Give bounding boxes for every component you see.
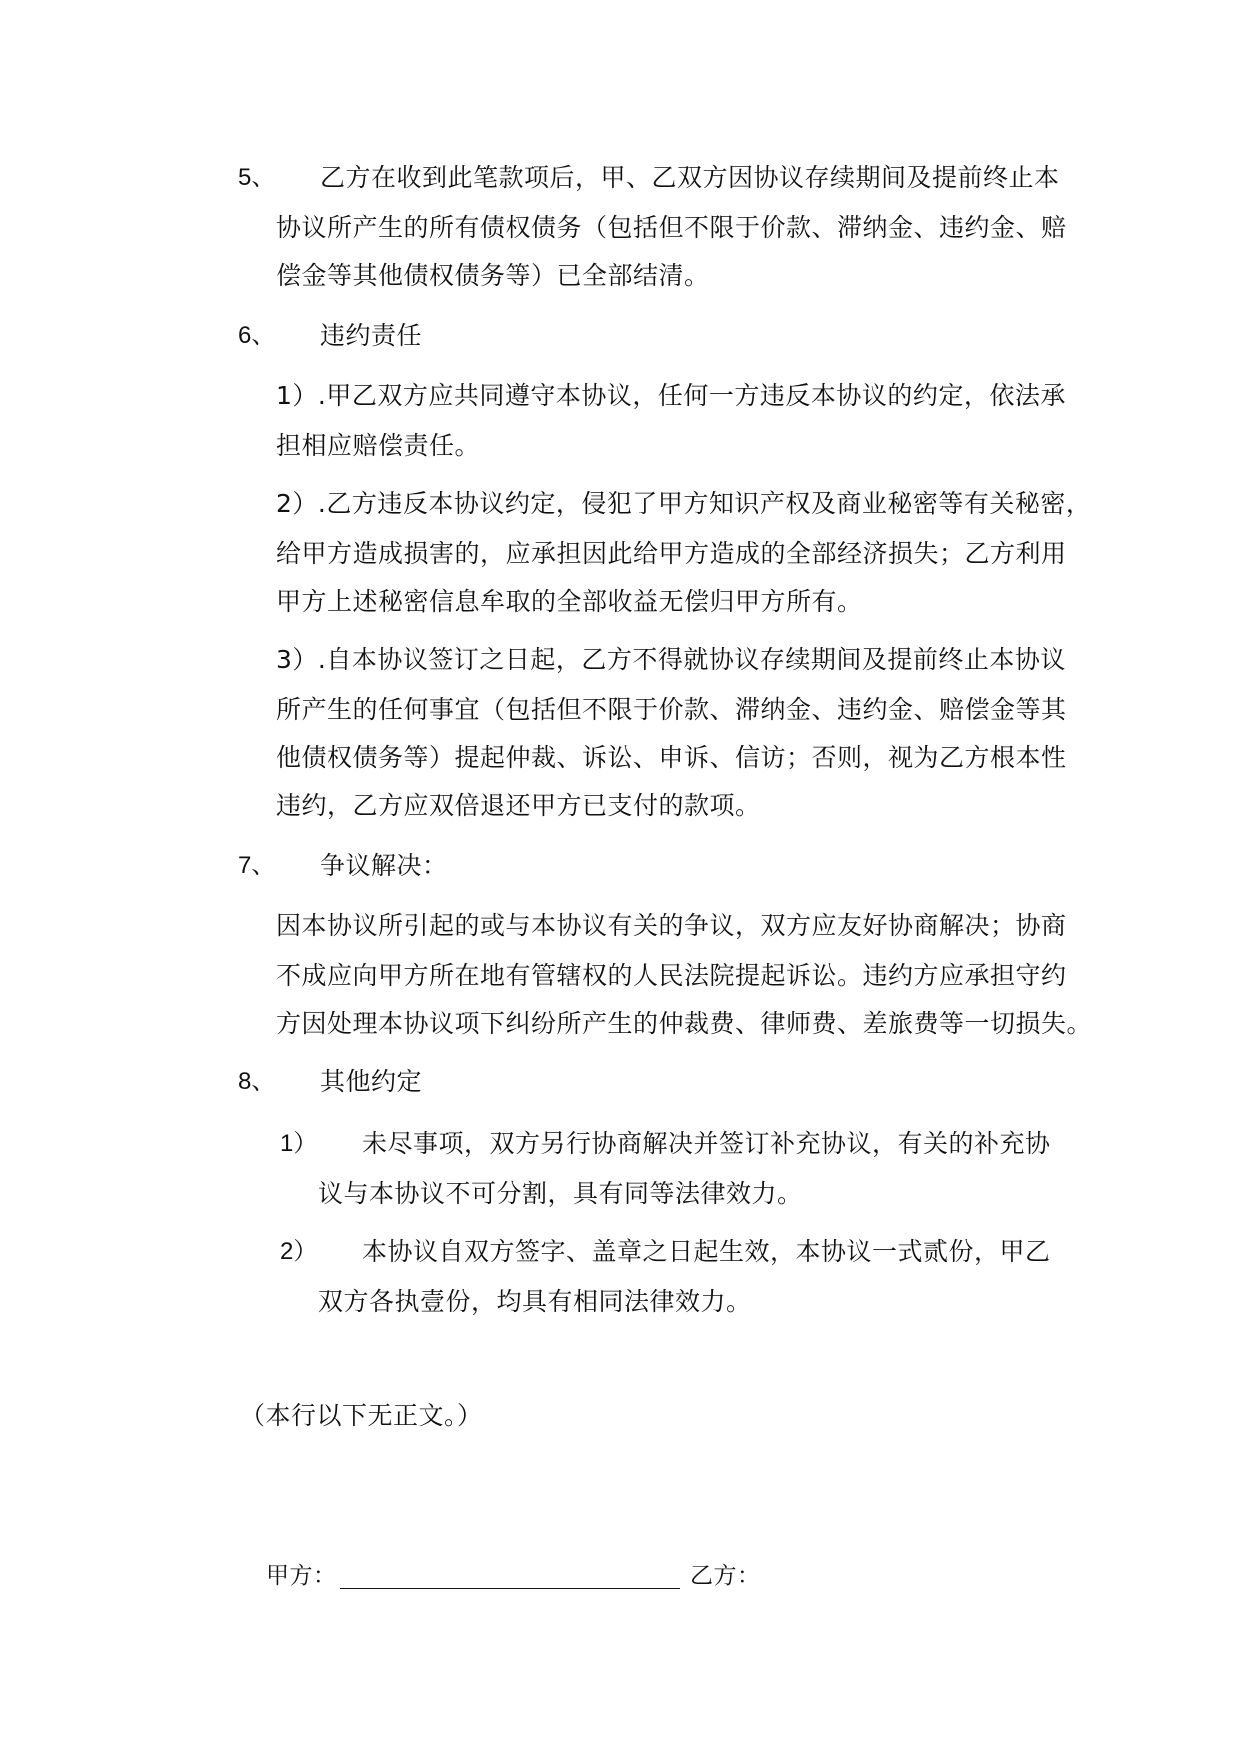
party-b-label: 乙方： — [690, 1563, 761, 1589]
section-6-item-3-line-4: 违约，乙方应双倍退还甲方已支付的款项。 — [276, 791, 761, 820]
section-8-number: 8、 — [238, 1068, 276, 1095]
section-8-item-2-line-1: 本协议自双方签字、盖章之日起生效，本协议一式贰份，甲乙 — [362, 1237, 1051, 1266]
party-a-signature-line — [340, 1588, 680, 1589]
section-8-item-1-line-2: 议与本协议不可分割，具有同等法律效力。 — [318, 1179, 803, 1208]
section-7-line-3: 方因处理本协议项下纠纷所产生的仲裁费、律师费、差旅费等一切损失。 — [276, 1009, 1093, 1038]
section-6-item-2-line-2: 给甲方造成损害的，应承担因此给甲方造成的全部经济损失；乙方利用 — [276, 539, 1067, 568]
section-8-item-2-line-2: 双方各执壹份，均具有相同法律效力。 — [318, 1287, 752, 1316]
section-6-item-1-line-2: 担相应赔偿责任。 — [276, 431, 481, 460]
section-8-title: 其他约定 — [320, 1067, 423, 1096]
section-8-item-1-line-1: 未尽事项，双方另行协商解决并签订补充协议，有关的补充协 — [362, 1129, 1051, 1158]
section-6-item-1-line-1: 1）.甲乙双方应共同遵守本协议，任何一方违反本协议的约定，依法承 — [276, 381, 1066, 410]
section-5-line-1: 乙方在收到此笔款项后，甲、乙双方因协议存续期间及提前终止本 — [320, 163, 1060, 192]
section-8-item-1-number: 1） — [280, 1130, 318, 1157]
section-6-number: 6、 — [238, 322, 276, 349]
section-5-number: 5、 — [238, 164, 276, 191]
section-6-item-2-line-1: 2）.乙方违反本协议约定，侵犯了甲方知识产权及商业秘密等有关秘密， — [276, 489, 1092, 518]
section-5-line-2: 协议所产生的所有债权债务（包括但不限于价款、滞纳金、违约金、赔 — [276, 213, 1067, 242]
section-7-number: 7、 — [238, 852, 276, 879]
end-note: （本行以下无正文。） — [240, 1401, 483, 1430]
section-6-item-3-line-3: 他债权债务等）提起仲裁、诉讼、申诉、信访；否则，视为乙方根本性 — [276, 743, 1067, 772]
section-7-line-2: 不成应向甲方所在地有管辖权的人民法院提起诉讼。违约方应承担守约 — [276, 961, 1067, 990]
section-6-title: 违约责任 — [320, 321, 423, 350]
section-6-item-2-line-3: 甲方上述秘密信息牟取的全部收益无偿归甲方所有。 — [276, 587, 863, 616]
party-a-label: 甲方： — [266, 1563, 337, 1589]
section-7-title: 争议解决： — [320, 851, 448, 880]
section-5-line-3: 偿金等其他债权债务等）已全部结清。 — [276, 261, 710, 290]
section-8-item-2-number: 2） — [280, 1238, 318, 1265]
section-7-line-1: 因本协议所引起的或与本协议有关的争议，双方应友好协商解决；协商 — [276, 911, 1067, 940]
section-6-item-3-line-1: 3）.自本协议签订之日起，乙方不得就协议存续期间及提前终止本协议 — [276, 645, 1066, 674]
section-6-item-3-line-2: 所产生的任何事宜（包括但不限于价款、滞纳金、违约金、赔偿金等其 — [276, 695, 1067, 724]
